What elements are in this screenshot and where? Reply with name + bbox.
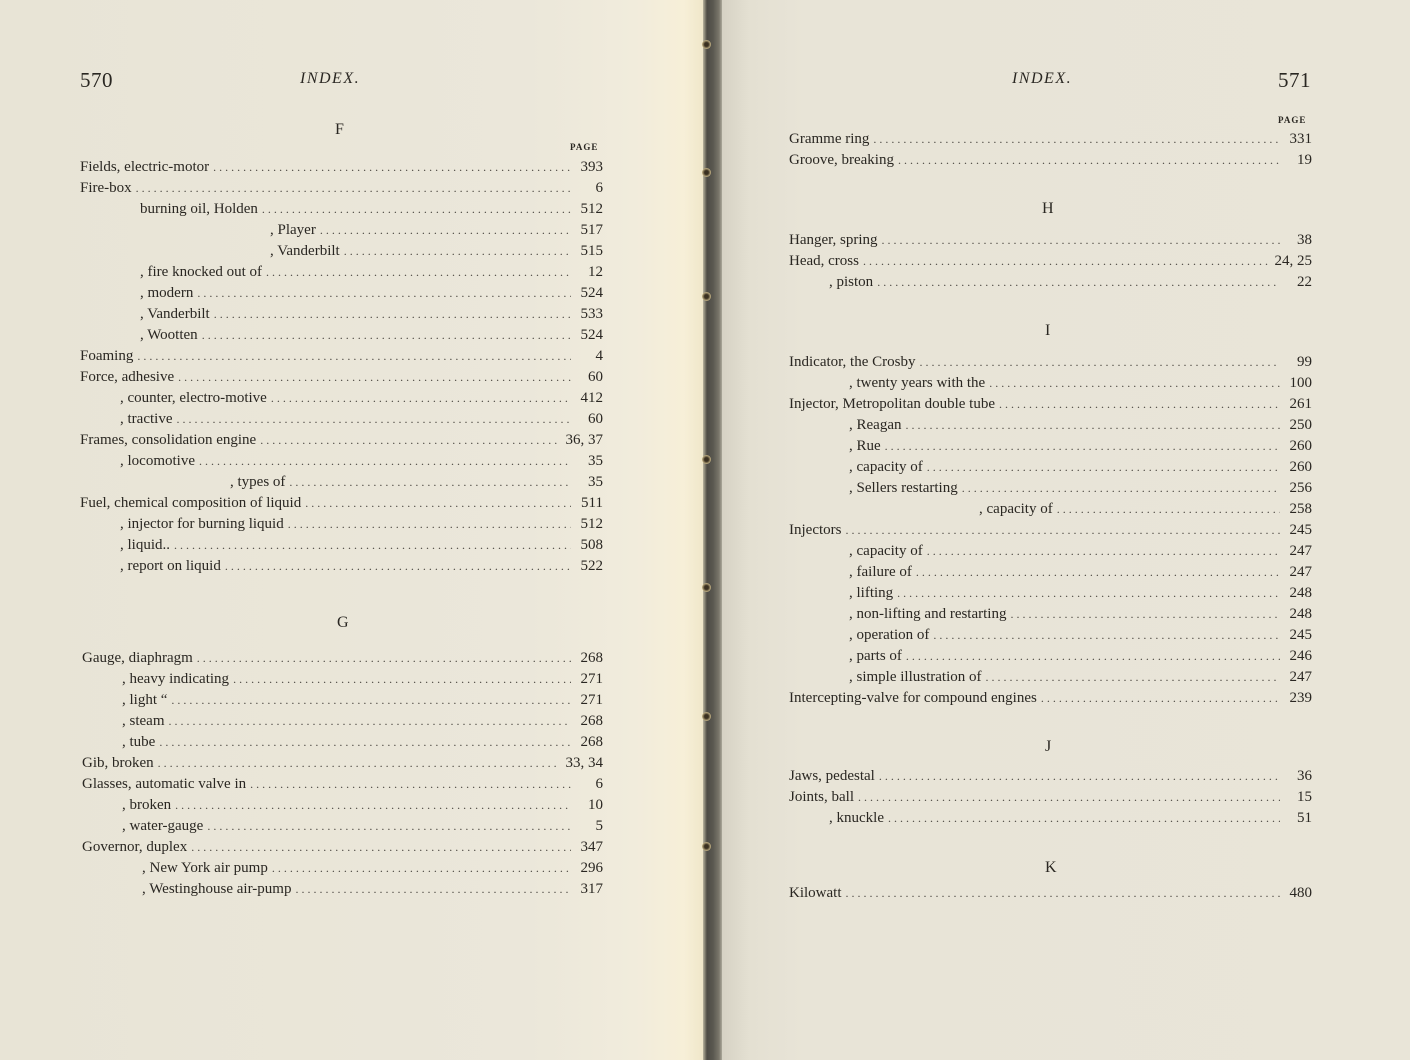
- index-term: , Vanderbilt: [140, 306, 210, 322]
- section-h-entries: [789, 230, 1312, 293]
- section-k-entries: [789, 883, 1312, 904]
- dot-leader: [927, 541, 1280, 562]
- index-term: Fuel, chemical composition of liquid: [80, 495, 302, 511]
- dot-leader: [158, 753, 560, 774]
- page-reference: 260: [1289, 438, 1312, 454]
- index-term: Injector, Metropolitan double tube: [789, 396, 996, 412]
- dot-leader: [171, 690, 571, 711]
- index-term: , parts of: [849, 648, 902, 664]
- index-entry: [82, 837, 603, 858]
- index-term: Hanger, spring: [789, 232, 878, 248]
- left-folio: 570: [80, 68, 113, 92]
- dot-leader: [344, 241, 571, 262]
- dot-leader: [199, 451, 571, 472]
- index-entry: [80, 535, 603, 556]
- section-letter-f: F: [335, 121, 344, 138]
- index-term: Gib, broken: [82, 755, 154, 771]
- binding-stitch: [702, 583, 711, 592]
- dot-leader: [137, 346, 571, 367]
- dot-leader: [933, 625, 1280, 646]
- page-reference: 268: [580, 650, 603, 666]
- index-term: , light “: [122, 692, 168, 708]
- index-term: Kilowatt: [789, 885, 842, 901]
- index-entry: [789, 272, 1312, 293]
- dot-leader: [1010, 604, 1280, 625]
- section-letter-h: H: [1042, 200, 1054, 217]
- index-entry: [82, 879, 603, 900]
- page-reference: 247: [1289, 669, 1312, 685]
- index-entry: [82, 753, 603, 774]
- page-reference: 247: [1289, 543, 1312, 559]
- section-letter-k: K: [1045, 859, 1057, 876]
- dot-leader: [863, 251, 1269, 272]
- dot-leader: [989, 373, 1280, 394]
- index-term: , capacity of: [849, 543, 923, 559]
- index-entry: [789, 766, 1312, 787]
- index-term: Joints, ball: [789, 789, 855, 805]
- page-reference: 247: [1289, 564, 1312, 580]
- page-reference: 347: [580, 839, 603, 855]
- index-term: , Player: [270, 222, 316, 238]
- index-term: Foaming: [80, 348, 134, 364]
- page-reference: 100: [1289, 375, 1312, 391]
- page-reference: 480: [1289, 885, 1312, 901]
- dot-leader: [288, 514, 571, 535]
- dot-leader: [999, 394, 1280, 415]
- index-term: , fire knocked out of: [140, 264, 263, 280]
- index-term: , Wootten: [140, 327, 198, 343]
- page-reference: 60: [588, 411, 603, 427]
- dot-leader: [169, 711, 572, 732]
- index-entry: [789, 230, 1312, 251]
- index-entry: [82, 774, 603, 795]
- index-entry: [789, 394, 1312, 415]
- section-letter-j: J: [1045, 738, 1052, 755]
- page-reference: 248: [1289, 606, 1312, 622]
- page-reference: 524: [580, 327, 603, 343]
- page-reference: 508: [580, 537, 603, 553]
- index-term: Gramme ring: [789, 131, 870, 147]
- index-entry: [80, 556, 603, 577]
- page-reference: 512: [580, 516, 603, 532]
- index-term: , lifting: [849, 585, 894, 601]
- page-reference: 24, 25: [1274, 253, 1312, 269]
- index-entry: [80, 199, 603, 220]
- book-binding-gutter: [703, 0, 723, 1060]
- dot-leader: [197, 283, 571, 304]
- page-reference: 512: [580, 201, 603, 217]
- page-reference: 33, 34: [565, 755, 603, 771]
- page-reference: 393: [580, 159, 603, 175]
- binding-stitch: [702, 842, 711, 851]
- index-entry: [789, 625, 1312, 646]
- index-term: , failure of: [849, 564, 912, 580]
- dot-leader: [213, 157, 571, 178]
- index-entry: [789, 583, 1312, 604]
- dot-leader: [197, 648, 571, 669]
- index-entry: [789, 520, 1312, 541]
- dot-leader: [295, 879, 571, 900]
- page-reference: 12: [588, 264, 603, 280]
- dot-leader: [207, 816, 571, 837]
- index-term: , modern: [140, 285, 194, 301]
- index-entry: [80, 325, 603, 346]
- page-reference: 268: [580, 713, 603, 729]
- page-reference: 258: [1289, 501, 1312, 517]
- index-term: Frames, consolidation engine: [80, 432, 257, 448]
- dot-leader: [136, 178, 571, 199]
- page-reference: 10: [588, 797, 603, 813]
- index-entry: [80, 262, 603, 283]
- index-entry: [80, 346, 603, 367]
- dot-leader: [214, 304, 571, 325]
- page-reference: 245: [1289, 627, 1312, 643]
- dot-leader: [289, 472, 571, 493]
- page-reference: 271: [580, 671, 603, 687]
- index-term: Glasses, automatic valve in: [82, 776, 247, 792]
- index-entry: [80, 472, 603, 493]
- page-reference: 517: [580, 222, 603, 238]
- dot-leader: [962, 478, 1280, 499]
- index-term: , simple illustration of: [849, 669, 982, 685]
- index-entry: [80, 451, 603, 472]
- index-entry: [789, 251, 1312, 272]
- right-page: [722, 0, 1410, 1060]
- index-entry: [80, 514, 603, 535]
- right-folio: 571: [1278, 68, 1311, 92]
- section-i-entries: [789, 352, 1312, 709]
- dot-leader: [250, 774, 571, 795]
- index-term: , piston: [829, 274, 874, 290]
- page-reference: 515: [580, 243, 603, 259]
- index-term: Jaws, pedestal: [789, 768, 875, 784]
- index-term: , Vanderbilt: [270, 243, 340, 259]
- page-reference: 524: [580, 285, 603, 301]
- section-g-continued-entries: [789, 129, 1312, 171]
- page-reference: 22: [1297, 274, 1312, 290]
- index-term: , knuckle: [829, 810, 884, 826]
- page-reference: 261: [1289, 396, 1312, 412]
- left-page-column-label: PAGE: [570, 142, 599, 152]
- index-term: , capacity of: [849, 459, 923, 475]
- index-term: , twenty years with the: [849, 375, 986, 391]
- binding-stitch: [702, 40, 711, 49]
- binding-stitch: [702, 455, 711, 464]
- index-term: , injector for burning liquid: [120, 516, 284, 532]
- page-reference: 60: [588, 369, 603, 385]
- index-entry: [82, 816, 603, 837]
- dot-leader: [272, 858, 571, 879]
- index-term: , counter, electro-motive: [120, 390, 267, 406]
- page-reference: 271: [580, 692, 603, 708]
- index-entry: [80, 178, 603, 199]
- index-entry: [80, 409, 603, 430]
- index-entry: [789, 646, 1312, 667]
- page-reference: 6: [595, 180, 603, 196]
- page-reference: 35: [588, 474, 603, 490]
- index-entry: [789, 667, 1312, 688]
- index-entry: [80, 157, 603, 178]
- dot-leader: [885, 436, 1280, 457]
- index-entry: [789, 478, 1312, 499]
- page-reference: 38: [1297, 232, 1312, 248]
- dot-leader: [919, 352, 1280, 373]
- index-entry: [80, 430, 603, 451]
- index-entry: [82, 858, 603, 879]
- section-g-entries: [82, 648, 603, 900]
- right-page-column-label: PAGE: [1278, 115, 1307, 125]
- index-entry: [789, 604, 1312, 625]
- index-term: , liquid..: [120, 537, 171, 553]
- dot-leader: [260, 430, 559, 451]
- dot-leader: [986, 667, 1281, 688]
- section-f-entries: [80, 157, 603, 577]
- dot-leader: [916, 562, 1280, 583]
- index-entry: [82, 648, 603, 669]
- dot-leader: [266, 262, 571, 283]
- dot-leader: [271, 388, 571, 409]
- page-reference: 19: [1297, 152, 1312, 168]
- index-term: , Westinghouse air-pump: [142, 881, 292, 897]
- page-reference: 36, 37: [565, 432, 603, 448]
- page-reference: 36: [1297, 768, 1312, 784]
- page-reference: 331: [1289, 131, 1312, 147]
- index-entry: [80, 493, 603, 514]
- binding-stitch: [702, 168, 711, 177]
- index-entry: [80, 367, 603, 388]
- index-term: Groove, breaking: [789, 152, 894, 168]
- index-term: Intercepting-valve for compound engines: [789, 690, 1037, 706]
- page-reference: 5: [595, 818, 603, 834]
- dot-leader: [888, 808, 1280, 829]
- page-reference: 260: [1289, 459, 1312, 475]
- index-term: , report on liquid: [120, 558, 221, 574]
- dot-leader: [898, 150, 1280, 171]
- index-term: , Rue: [849, 438, 881, 454]
- dot-leader: [191, 837, 571, 858]
- index-entry: [789, 415, 1312, 436]
- index-term: , water-gauge: [122, 818, 204, 834]
- page-reference: 245: [1289, 522, 1312, 538]
- dot-leader: [176, 409, 571, 430]
- page-reference: 296: [580, 860, 603, 876]
- page-reference: 99: [1297, 354, 1312, 370]
- dot-leader: [879, 766, 1280, 787]
- page-reference: 35: [588, 453, 603, 469]
- dot-leader: [845, 520, 1280, 541]
- index-term: Fire-box: [80, 180, 132, 196]
- index-term: , broken: [122, 797, 172, 813]
- index-entry: [789, 373, 1312, 394]
- binding-stitch: [702, 712, 711, 721]
- index-entry: [789, 129, 1312, 150]
- dot-leader: [905, 415, 1280, 436]
- index-entry: [789, 787, 1312, 808]
- dot-leader: [927, 457, 1280, 478]
- page-reference: 6: [595, 776, 603, 792]
- index-term: Injectors: [789, 522, 842, 538]
- index-term: , locomotive: [120, 453, 195, 469]
- page-reference: 250: [1289, 417, 1312, 433]
- dot-leader: [1057, 499, 1280, 520]
- index-term: , types of: [230, 474, 286, 490]
- page-reference: 239: [1289, 690, 1312, 706]
- page-reference: 268: [580, 734, 603, 750]
- right-running-head: INDEX.: [1012, 70, 1073, 87]
- section-j-entries: [789, 766, 1312, 829]
- dot-leader: [846, 883, 1281, 904]
- index-term: Head, cross: [789, 253, 859, 269]
- dot-leader: [178, 367, 571, 388]
- index-entry: [82, 711, 603, 732]
- index-term: , non-lifting and restarting: [849, 606, 1007, 622]
- index-entry: [80, 304, 603, 325]
- index-entry: [80, 283, 603, 304]
- index-term: , Reagan: [849, 417, 902, 433]
- page-reference: 412: [580, 390, 603, 406]
- index-entry: [82, 669, 603, 690]
- index-entry: [82, 732, 603, 753]
- section-letter-i: I: [1045, 322, 1051, 339]
- dot-leader: [873, 129, 1280, 150]
- dot-leader: [320, 220, 571, 241]
- dot-leader: [906, 646, 1280, 667]
- index-term: , heavy indicating: [122, 671, 230, 687]
- dot-leader: [233, 669, 571, 690]
- page-reference: 4: [595, 348, 603, 364]
- page-reference: 51: [1297, 810, 1312, 826]
- index-term: , New York air pump: [142, 860, 268, 876]
- index-entry: [789, 352, 1312, 373]
- page-reference: 533: [580, 306, 603, 322]
- index-entry: [789, 150, 1312, 171]
- dot-leader: [858, 787, 1280, 808]
- index-term: Indicator, the Crosby: [789, 354, 916, 370]
- index-term: Fields, electric-motor: [80, 159, 210, 175]
- dot-leader: [174, 535, 571, 556]
- page-reference: 317: [580, 881, 603, 897]
- index-term: burning oil, Holden: [140, 201, 258, 217]
- page-reference: 15: [1297, 789, 1312, 805]
- index-entry: [82, 795, 603, 816]
- index-term: , capacity of: [979, 501, 1053, 517]
- index-entry: [789, 883, 1312, 904]
- section-letter-g: G: [337, 614, 349, 631]
- dot-leader: [159, 732, 571, 753]
- index-term: Force, adhesive: [80, 369, 175, 385]
- index-term: , tube: [122, 734, 156, 750]
- dot-leader: [877, 272, 1280, 293]
- dot-leader: [882, 230, 1280, 251]
- dot-leader: [175, 795, 571, 816]
- index-entry: [80, 241, 603, 262]
- page-reference: 246: [1289, 648, 1312, 664]
- left-running-head: INDEX.: [300, 70, 361, 87]
- index-term: Governor, duplex: [82, 839, 188, 855]
- dot-leader: [225, 556, 571, 577]
- index-entry: [789, 541, 1312, 562]
- index-entry: [80, 220, 603, 241]
- page-reference: 522: [580, 558, 603, 574]
- index-entry: [789, 499, 1312, 520]
- index-entry: [789, 688, 1312, 709]
- dot-leader: [897, 583, 1280, 604]
- index-term: , Sellers restarting: [849, 480, 958, 496]
- index-entry: [789, 436, 1312, 457]
- index-entry: [82, 690, 603, 711]
- index-term: Gauge, diaphragm: [82, 650, 193, 666]
- dot-leader: [262, 199, 571, 220]
- index-entry: [789, 808, 1312, 829]
- page-reference: 511: [581, 495, 603, 511]
- dot-leader: [1041, 688, 1280, 709]
- index-entry: [789, 562, 1312, 583]
- page-reference: 256: [1289, 480, 1312, 496]
- dot-leader: [305, 493, 571, 514]
- index-entry: [80, 388, 603, 409]
- index-term: , steam: [122, 713, 165, 729]
- index-term: , tractive: [120, 411, 173, 427]
- page-reference: 248: [1289, 585, 1312, 601]
- index-entry: [789, 457, 1312, 478]
- index-term: , operation of: [849, 627, 930, 643]
- binding-stitch: [702, 292, 711, 301]
- dot-leader: [202, 325, 571, 346]
